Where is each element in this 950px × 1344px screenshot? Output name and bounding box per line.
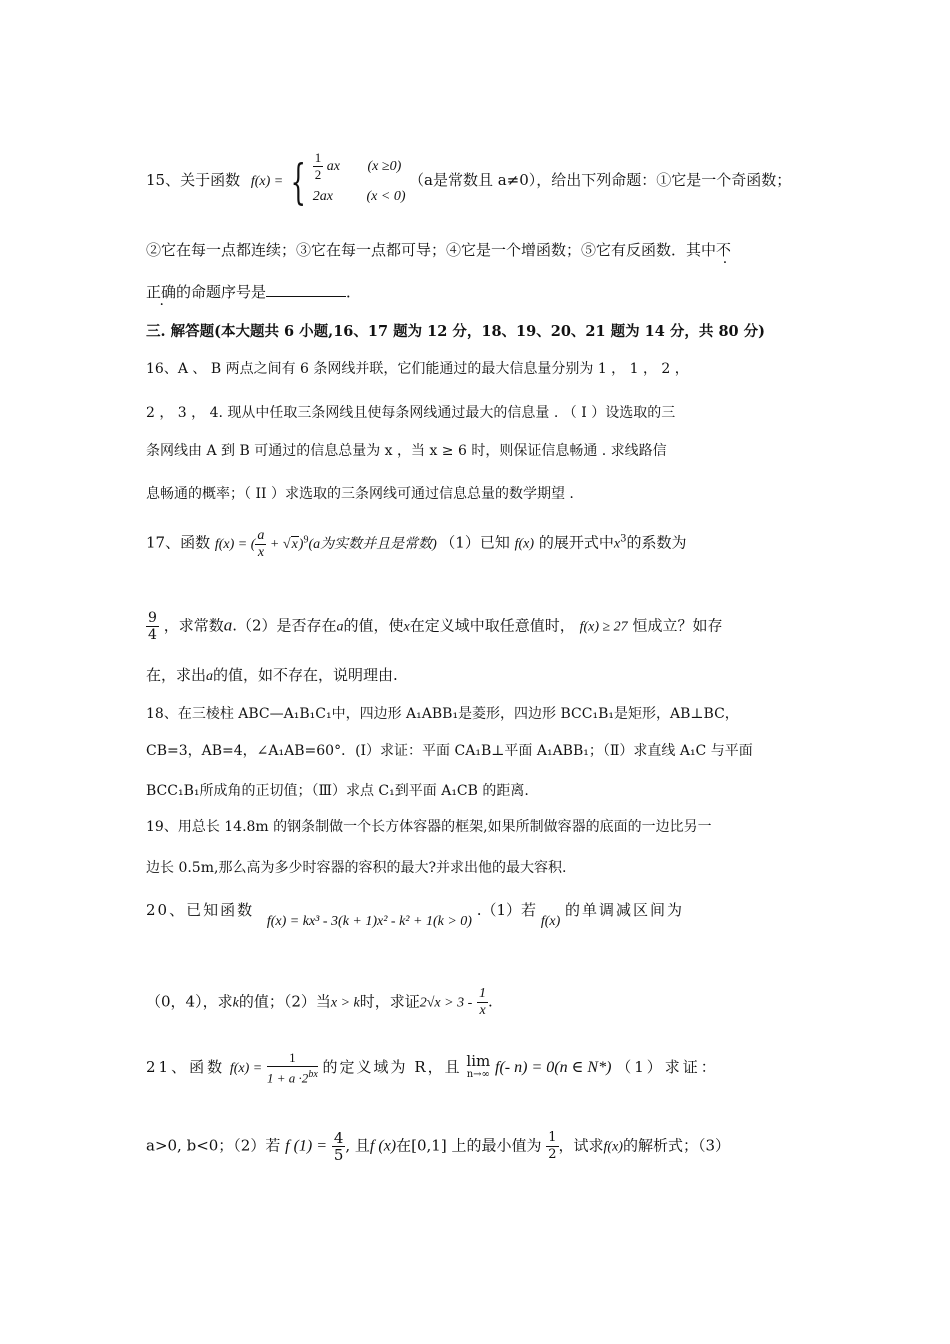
q15-line1 [146,150,791,214]
q16-line4: 息畅通的概率；（ II ）求选取的三条网线可通过信息总量的数学期望 . [146,486,574,502]
q19-line2: 边长 0.5m,那么高为多少时容器的容积的最大?并求出他的最大容积. [146,860,567,876]
q15-prefix: 15、关于函数 [146,171,241,190]
q20-line1: 20、已知函数 f(x) = kx³ - 3(k + 1)x² - k² + 1(k > 0) .（1）若 f(x) 的单调减区间为 [146,901,685,929]
section-title: 三. 解答题(本大题共 6 小题,16、17 题为 12 分，18、19、20、21 题为 14 分，共 80 分) [146,323,766,340]
q18-line1: 18、在三棱柱 ABC—A₁B₁C₁中，四边形 A₁ABB₁是菱形，四边形 BCC₁B₁是矩形，AB⊥BC， [146,706,739,722]
q20-line2: （0，4），求k的值；（2）当x > k时，求证2√x > 3 - $\frac{1}{x}$ . [146,986,493,1018]
q15-piecewise: $\frac{1}{2}$ ax (x ≥0) 2ax (x < 0) [312,150,406,204]
q15-brace: { [290,154,306,210]
q16-line1: 16、A 、 B 两点之间有 6 条网线并联，它们能通过的最大信息量分别为 1 ， 1 ， 2 ， [146,361,689,377]
q15-line2: ②它在每一点都连续；③它在每一点都可导；④它是一个增函数；⑤它有反函数．其中不 [146,241,732,259]
q17-function: f(x) = ( $\frac{a}{x}$ + √x)$^9$(a为实数并且是常数) [214,528,437,560]
q21-line2: a>0, b<0；（2）若 f (1) = $\frac{4}{5}$ , 且f (x)在[0,1] 上的最小值为 $\frac{1}{2}$ ，试求f(x)的解析式；（3） [146,1129,731,1164]
q18-line3: BCC₁B₁所成角的正切值；（Ⅲ）求点 C₁到平面 A₁CB 的距离. [146,783,529,799]
q18-line2: CB=3，AB=4，∠A₁AB=60°．(Ⅰ）求证：平面 CA₁B⊥平面 A₁ABB₁；（Ⅱ）求直线 A₁C 与平面 [146,743,753,759]
q15-suffix: （a是常数且 a≠0），给出下列命题：①它是一个奇函数； [409,171,792,190]
q15-line3: 正确的命题序号是 ． [146,283,362,301]
answer-blank [266,282,346,297]
q17-line2: $\frac{9}{4}$ ，求常数a.（2）是否存在a的值，使x在定义域中取任意值时， f(x) ≥ 27 恒成立？如存 [148,610,723,643]
q17-line3: 在，求出a的值，如不存在，说明理由. [146,666,398,684]
q21-line1: 21、函数 f(x) = $\frac{1}{1 + a \cdot 2^{bx}}$ 的定义域为 R，且 lim n→∞ f(- n) = 0(n ∈ N*) （1）求证： [146,1050,719,1086]
q16-line2: 2 ， 3 ， 4. 现从中任取三条网线且使每条网线通过最大的信息量 . （ I ）设选取的三 [146,405,676,421]
q16-line3: 条网线由 A 到 B 可通过的信息总量为 x ，当 x ≥ 6 时，则保证信息畅通 . 求线路信 [146,443,667,459]
q17-line1: 17、函数 f(x) = ( $\frac{a}{x}$ + √x)$^9$(a为实数并且是常数) （1）已知 f(x) 的展开式中$x^3$的系数为 [146,528,687,560]
q15-function: f(x) = { $\frac{1}{2}$ ax (x ≥0) 2ax (x < 0) [251,174,409,189]
q19-line1: 19、用总长 14.8m 的钢条制做一个长方体容器的框架,如果所制做容器的底面的一边比另一 [146,819,712,835]
